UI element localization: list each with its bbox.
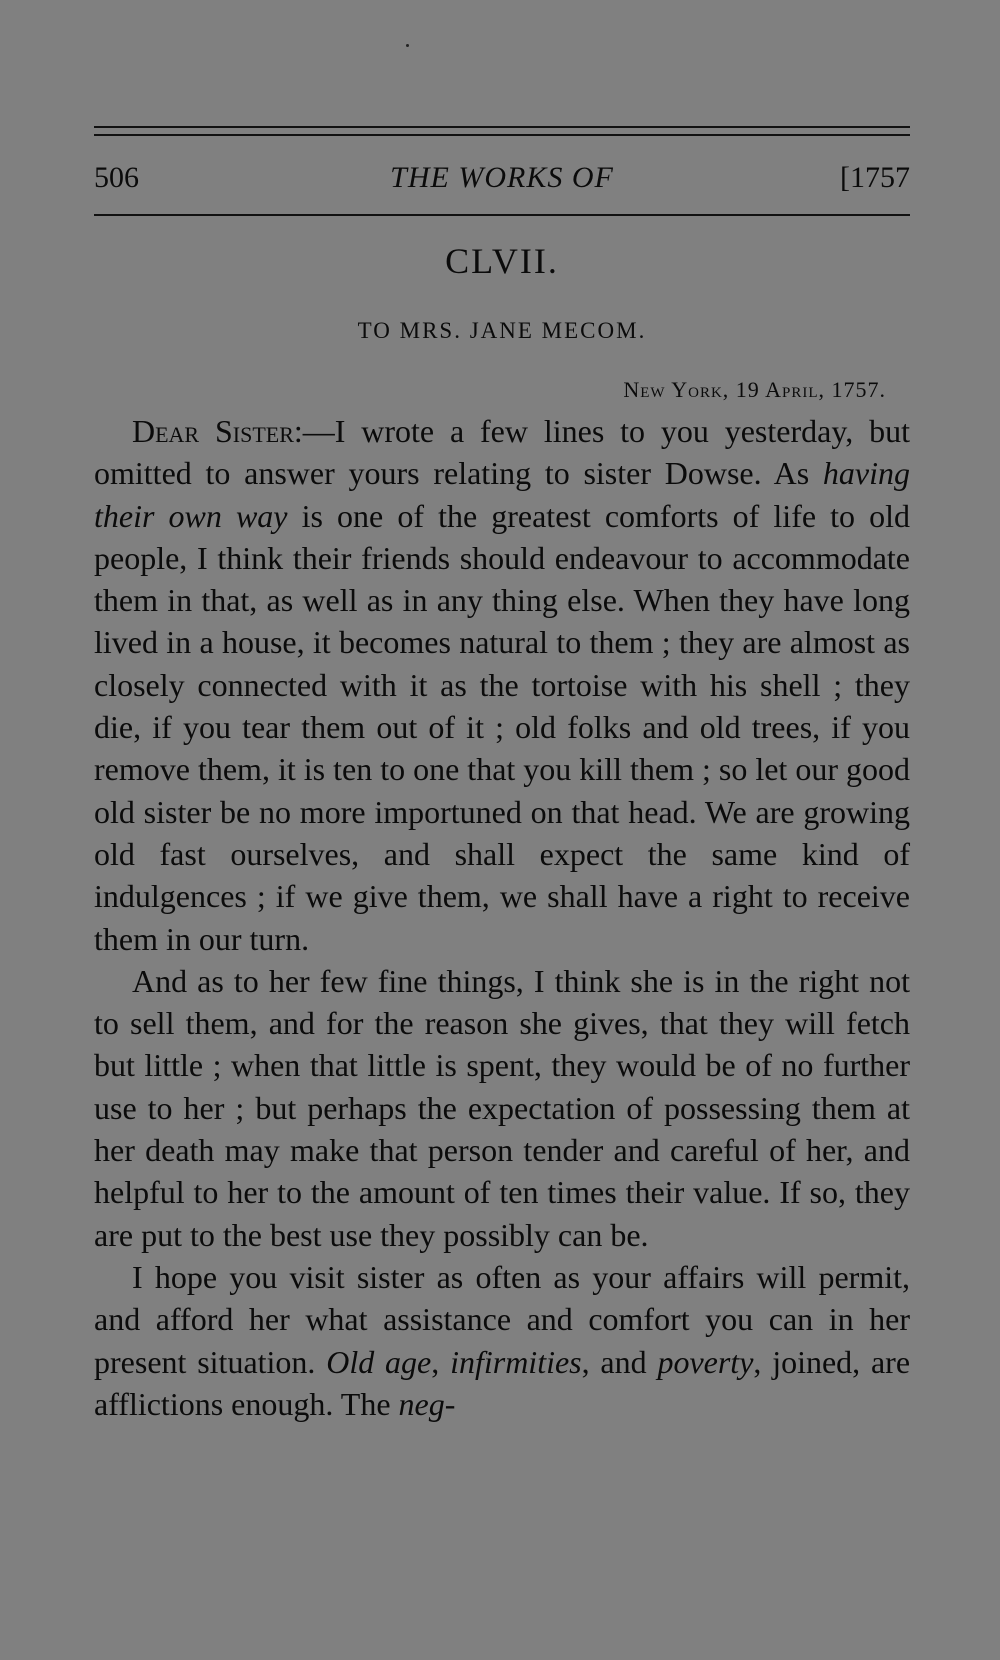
- paragraph-1-text-a: :—I wrote a few lines to you yesterday, but omitted to answer yours relating to sister Dowse. As: [94, 413, 910, 492]
- paragraph-3-italic-poverty: poverty: [657, 1343, 754, 1380]
- paragraph-1-italic: having their own way: [94, 455, 910, 534]
- header-double-rule: [94, 126, 910, 136]
- ink-speck: [406, 44, 409, 47]
- paragraph-3-text-c: , and: [581, 1343, 658, 1380]
- running-title: THE WORKS OF: [390, 161, 614, 194]
- paragraph-3-text-a: I hope you visit sister as often as your affairs will permit, and afford her what assistance and comfort you can in her present situation.: [94, 1258, 910, 1380]
- paragraph-1: [94, 410, 910, 960]
- paragraph-3-text-b: ,: [431, 1343, 451, 1380]
- letter-body: [94, 410, 910, 1425]
- page-number: 506: [94, 161, 139, 194]
- paragraph-3-italic-neg: neg-: [398, 1385, 456, 1422]
- book-page: [94, 0, 910, 1660]
- paragraph-3-text-d: , joined, are afflictions enough. The: [94, 1343, 911, 1422]
- paragraph-2: And as to her few fine things, I think she is in the right not to sell them, and for the reason she gives, that they will fetch but little ; when that little is spent, they would be of no further use to her ; but perhaps the expectation of possessing them at her death may make that person tender and careful of her, and helpful to her to the amount of ten times their value. If so, they are put to the best use they possibly can be.: [94, 962, 910, 1253]
- paragraph-3-italic-old-age: Old age: [326, 1343, 432, 1380]
- header-rule: [94, 214, 910, 216]
- dateline: New York, 19 April, 1757.: [623, 377, 886, 402]
- addressee: TO MRS. JANE MECOM.: [357, 318, 647, 343]
- paragraph-1-text-b: is one of the greatest comforts of life to old people, I think their friends should endeavour to accommodate them in that, as well as in any thing else. When they have long lived in a house, it becomes natural to them ; they are almost as closely connected with it as the tortoise with his shell ; they die, if you tear them out of it ; old folks and old trees, if you remove them, it is ten to one that you kill them ; so let our good old sister be no more importuned on that head. We are growing old fast ourselves, and shall expect the same kind of indulgences ; if we give them, we shall have a right to receive them in our turn.: [94, 497, 911, 957]
- letter-number: CLVII.: [445, 241, 559, 281]
- year-bracket: [1757: [840, 161, 910, 194]
- running-head: [94, 158, 910, 198]
- salutation: Dear Sister: [132, 413, 294, 449]
- paragraph-3: [94, 1256, 910, 1425]
- paragraph-3-italic-infirmities: infirmities: [450, 1343, 582, 1380]
